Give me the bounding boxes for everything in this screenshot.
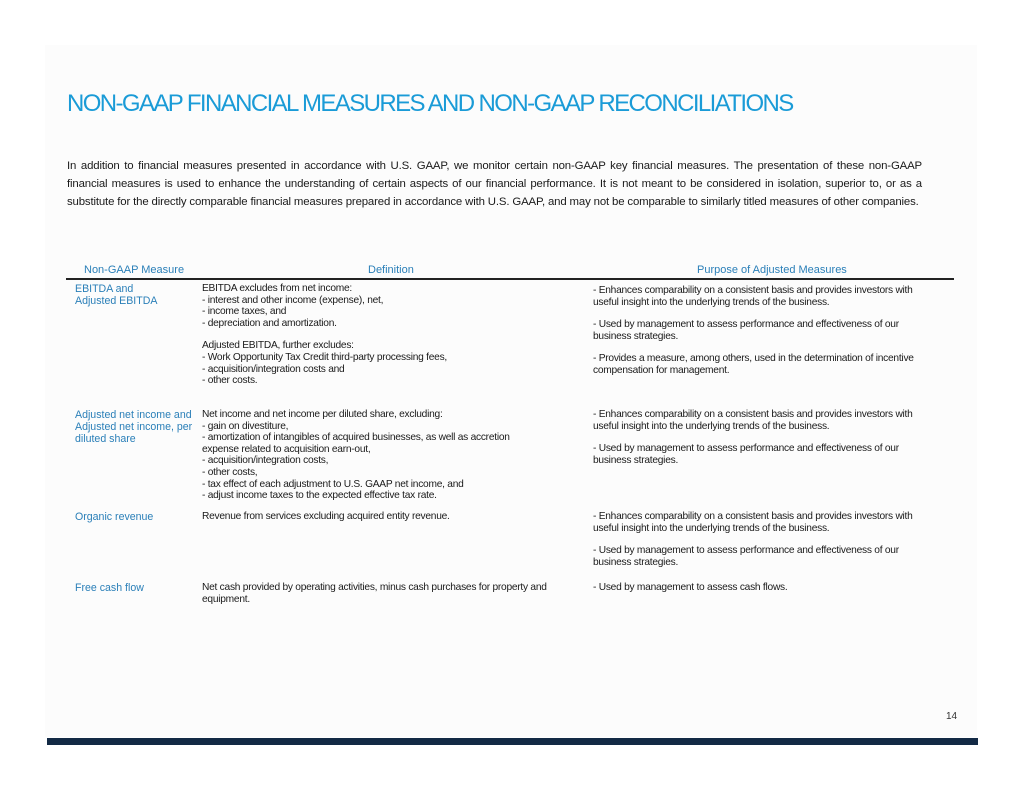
measure-line: EBITDA and — [75, 283, 134, 295]
definition-line: Adjusted EBITDA, further excludes: — [202, 340, 354, 352]
measure-line: diluted share — [75, 433, 136, 445]
measure-line: Adjusted EBITDA — [75, 295, 158, 307]
purpose-line: - Enhances comparability on a consistent basis and provides investors with — [593, 285, 913, 296]
purpose-line: - Enhances comparability on a consistent basis and provides investors with — [593, 511, 913, 522]
line-gap — [593, 342, 948, 353]
definition-line: - other costs, — [202, 466, 258, 478]
header-divider — [66, 278, 954, 280]
definition-line: Revenue from services excluding acquired entity revenue. — [202, 511, 450, 522]
definition-line: - tax effect of each adjustment to U.S. GAAP net income, and — [202, 478, 464, 490]
header-non-gaap-measure: Non-GAAP Measure — [84, 264, 185, 276]
purpose-line: - Used by management to assess performance and effectiveness of our — [593, 545, 899, 557]
purpose-line: business strategies. — [593, 556, 679, 568]
definition-line: Net income and net income per diluted share, excluding: — [202, 409, 443, 420]
definition-line: EBITDA excludes from net income: — [202, 283, 352, 294]
definition-line: - adjust income taxes to the expected effective tax rate. — [202, 490, 437, 502]
page-title: NON-GAAP FINANCIAL MEASURES AND NON-GAAP RECONCILIATIONS — [67, 90, 793, 117]
definition-cell — [202, 409, 587, 502]
purpose-cell — [593, 582, 948, 594]
definition-line: - income taxes, and — [202, 306, 287, 318]
page-number: 14 — [946, 711, 958, 722]
purpose-line: - Used by management to assess performance and effectiveness of our — [593, 443, 899, 455]
purpose-line: useful insight into the underlying trends of the business. — [593, 296, 830, 308]
header-definition: Definition — [368, 264, 414, 276]
definition-line: - acquisition/integration costs, — [202, 455, 329, 467]
measure-cell — [75, 511, 200, 523]
measure-line: Free cash flow — [75, 582, 144, 594]
line-gap — [593, 534, 948, 545]
purpose-line: business strategies. — [593, 454, 679, 466]
measure-cell — [75, 582, 200, 594]
purpose-cell — [593, 409, 948, 466]
definition-cell — [202, 283, 587, 387]
slide-panel — [45, 45, 977, 737]
line-gap — [593, 432, 948, 443]
measure-cell — [75, 283, 200, 307]
line-gap — [593, 308, 948, 319]
measure-line: Adjusted net income and — [75, 409, 192, 421]
definition-line: equipment. — [202, 593, 250, 605]
line-gap — [202, 329, 587, 340]
intro-paragraph: In addition to financial measures presented in accordance with U.S. GAAP, we monitor certain non-GAAP key financial measures. The presentation of these non-GAAP financial measures is used to enhance the understanding of certain aspects of our financial performance. It is not meant to be considered in isolation, superior to, or as a substitute for the directly comparable financial measures prepared in accordance with U.S. GAAP, and may not be comparable to similarly titled measures of other companies. — [67, 160, 922, 209]
definition-line: - gain on divestiture, — [202, 420, 289, 432]
header-purpose: Purpose of Adjusted Measures — [697, 264, 847, 276]
purpose-line: compensation for management. — [593, 364, 730, 376]
definition-line: Net cash provided by operating activities, minus cash purchases for property and — [202, 582, 547, 593]
purpose-cell — [593, 285, 948, 377]
purpose-line: - Used by management to assess performance and effectiveness of our — [593, 319, 899, 331]
definition-line: - other costs. — [202, 375, 258, 387]
measure-line: Organic revenue — [75, 511, 154, 523]
definition-line: expense related to acquisition earn-out, — [202, 443, 371, 455]
definition-line: - Work Opportunity Tax Credit third-party processing fees, — [202, 351, 448, 363]
definition-line: - interest and other income (expense), net, — [202, 294, 384, 306]
definition-cell — [202, 582, 587, 605]
purpose-line: useful insight into the underlying trends of the business. — [593, 522, 830, 534]
definition-line: - acquisition/integration costs and — [202, 363, 345, 375]
purpose-line: business strategies. — [593, 330, 679, 342]
measure-line: Adjusted net income, per — [75, 421, 193, 433]
definition-line: - depreciation and amortization. — [202, 317, 337, 329]
measure-cell — [75, 409, 200, 445]
purpose-line: - Enhances comparability on a consistent basis and provides investors with — [593, 409, 913, 420]
definition-cell — [202, 511, 587, 523]
definition-line: - amortization of intangibles of acquired businesses, as well as accretion — [202, 432, 510, 444]
purpose-cell — [593, 511, 948, 568]
purpose-line: - Used by management to assess cash flows. — [593, 582, 788, 593]
footer-bar — [47, 738, 978, 745]
purpose-line: - Provides a measure, among others, used in the determination of incentive — [593, 353, 914, 365]
purpose-line: useful insight into the underlying trends of the business. — [593, 420, 830, 432]
